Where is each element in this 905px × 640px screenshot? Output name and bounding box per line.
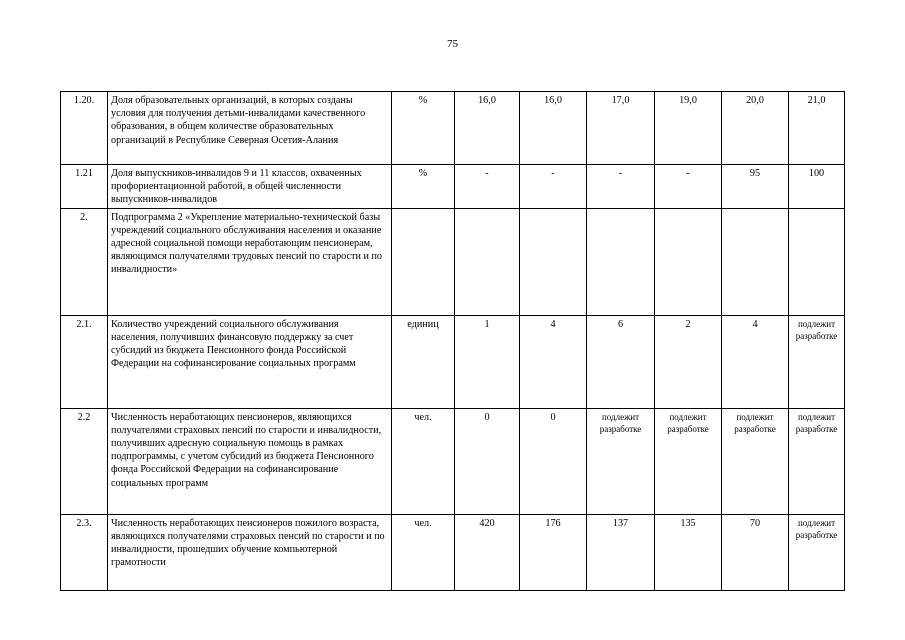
indicators-table (60, 91, 845, 591)
value-cell: - (655, 165, 722, 209)
table-row (61, 208, 845, 315)
value-cell: 95 (722, 165, 789, 209)
indicator-name: Подпрограмма 2 «Укрепление материально-технической базы учреждений социального обслуживания населения и оказание адресной социальной помощи неработающим пенсионерам, являющимся получателями трудовых пенсий по старости и по инвалидности» (108, 208, 392, 315)
value-cell (789, 208, 845, 315)
table-body (61, 92, 845, 591)
value-cell: 21,0 (789, 92, 845, 165)
value-cell: 2 (655, 315, 722, 408)
row-number: 2.1. (61, 315, 108, 408)
value-cell: 4 (520, 315, 587, 408)
unit-cell: чел. (392, 514, 455, 590)
value-cell: 70 (722, 514, 789, 590)
value-cell: - (455, 165, 520, 209)
table-row (61, 315, 845, 408)
value-cell: 4 (722, 315, 789, 408)
value-cell (722, 208, 789, 315)
unit-cell (392, 208, 455, 315)
value-cell: 1 (455, 315, 520, 408)
page-number: 75 (447, 38, 458, 50)
value-cell: подлежит разработке (722, 408, 789, 514)
unit-cell: % (392, 165, 455, 209)
value-cell (655, 208, 722, 315)
value-cell: 20,0 (722, 92, 789, 165)
table-row (61, 92, 845, 165)
value-cell: подлежит разработке (789, 315, 845, 408)
value-cell: 19,0 (655, 92, 722, 165)
value-cell (587, 208, 655, 315)
value-cell: 0 (520, 408, 587, 514)
indicator-name: Доля выпускников-инвалидов 9 и 11 классов, охваченных профориентационной работой, в общей численности выпускников-инвалидов (108, 165, 392, 209)
indicator-name: Количество учреждений социального обслуживания населения, получивших финансовую поддержку за счет субсидий из бюджета Пенсионного фонда Российской Федерации на софинансирование социальных программ (108, 315, 392, 408)
value-cell: 17,0 (587, 92, 655, 165)
row-number: 1.20. (61, 92, 108, 165)
value-cell: подлежит разработке (789, 514, 845, 590)
row-number: 2.2 (61, 408, 108, 514)
table-row (61, 165, 845, 209)
row-number: 1.21 (61, 165, 108, 209)
value-cell: 100 (789, 165, 845, 209)
table-row (61, 514, 845, 590)
value-cell: 137 (587, 514, 655, 590)
value-cell: 6 (587, 315, 655, 408)
indicator-name: Численность неработающих пенсионеров, являющихся получателями страховых пенсий по старости и инвалидности, получивших адресную социальную помощь в рамках подпрограммы, с учетом субсидий из бюджета Пенсионного фонда Российской Федерации на софинансирование социальных программ (108, 408, 392, 514)
unit-cell: чел. (392, 408, 455, 514)
row-number: 2.3. (61, 514, 108, 590)
value-cell (520, 208, 587, 315)
value-cell: 0 (455, 408, 520, 514)
value-cell: 16,0 (455, 92, 520, 165)
value-cell: подлежит разработке (655, 408, 722, 514)
unit-cell: % (392, 92, 455, 165)
indicator-name: Численность неработающих пенсионеров пожилого возраста, являющихся получателями страховых пенсий по старости и по инвалидности, прошедших обучение компьютерной грамотности (108, 514, 392, 590)
indicator-name: Доля образовательных организаций, в которых созданы условия для получения детьми-инвалидами качественного образования, в общем количестве образовательных организаций в Республике Северная Осетия-Алания (108, 92, 392, 165)
value-cell: 176 (520, 514, 587, 590)
unit-cell: единиц (392, 315, 455, 408)
table-row (61, 408, 845, 514)
value-cell: - (520, 165, 587, 209)
value-cell (455, 208, 520, 315)
value-cell: 16,0 (520, 92, 587, 165)
value-cell: - (587, 165, 655, 209)
row-number: 2. (61, 208, 108, 315)
value-cell: 420 (455, 514, 520, 590)
value-cell: подлежит разработке (789, 408, 845, 514)
value-cell: подлежит разработке (587, 408, 655, 514)
value-cell: 135 (655, 514, 722, 590)
